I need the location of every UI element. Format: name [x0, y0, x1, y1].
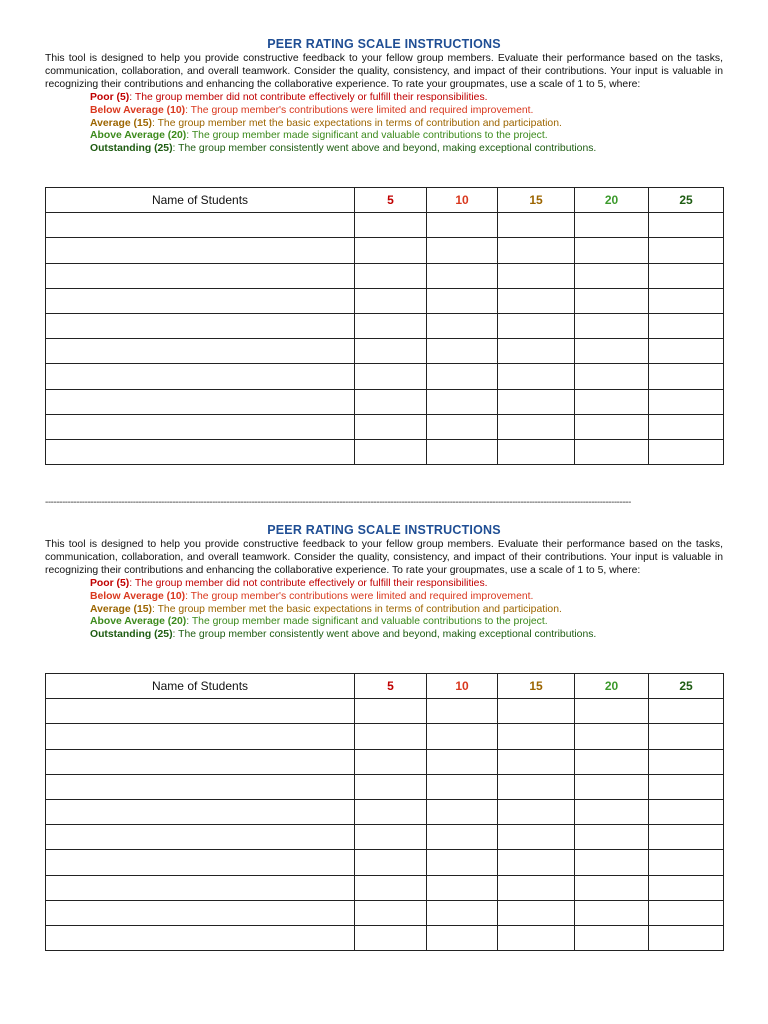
- rating-scale-item: [90, 629, 723, 642]
- table-row: [46, 364, 724, 389]
- table-row: [46, 238, 724, 263]
- score-cell-25[interactable]: [649, 313, 724, 338]
- rating-scale-item: [90, 143, 723, 156]
- table-row: [46, 900, 724, 925]
- student-name-cell[interactable]: [46, 288, 355, 313]
- score-cell-20[interactable]: [575, 799, 649, 824]
- score-cell-10[interactable]: [427, 364, 498, 389]
- score-cell-15[interactable]: [498, 288, 575, 313]
- score-cell-10[interactable]: [427, 339, 498, 364]
- score-cell-10[interactable]: [427, 699, 498, 724]
- score-cell-20[interactable]: [575, 364, 649, 389]
- score-cell-10[interactable]: [427, 313, 498, 338]
- header-name-of-students: Name of Students: [46, 674, 355, 699]
- table-row: [46, 875, 724, 900]
- table-row: [46, 825, 724, 850]
- score-cell-10[interactable]: [427, 439, 498, 464]
- score-cell-5[interactable]: [355, 414, 427, 439]
- student-name-cell[interactable]: [46, 749, 355, 774]
- student-name-cell[interactable]: [46, 238, 355, 263]
- score-cell-15[interactable]: [498, 875, 575, 900]
- score-cell-20[interactable]: [575, 414, 649, 439]
- score-cell-15[interactable]: [498, 900, 575, 925]
- score-cell-20[interactable]: [575, 439, 649, 464]
- header-score-5: 5: [355, 188, 427, 213]
- rating-scale-label: Poor (5): [90, 577, 130, 589]
- score-cell-5[interactable]: [355, 774, 427, 799]
- rating-scale-description: : The group member did not contribute effectively or fulfill their responsibilities.: [129, 91, 488, 103]
- score-cell-5[interactable]: [355, 364, 427, 389]
- score-cell-15[interactable]: [498, 439, 575, 464]
- score-cell-15[interactable]: [498, 389, 575, 414]
- student-name-cell[interactable]: [46, 389, 355, 414]
- rating-scale-label: Outstanding (25): [90, 143, 173, 155]
- score-cell-10[interactable]: [427, 875, 498, 900]
- header-score-10: 10: [427, 188, 498, 213]
- table-row: [46, 339, 724, 364]
- header-score-5: 5: [355, 674, 427, 699]
- rating-scale-item: [90, 604, 723, 617]
- header-score-25: 25: [649, 188, 724, 213]
- score-cell-10[interactable]: [427, 799, 498, 824]
- header-score-10: 10: [427, 674, 498, 699]
- section-title: PEER RATING SCALE INSTRUCTIONS: [267, 37, 501, 51]
- score-cell-20[interactable]: [575, 263, 649, 288]
- score-cell-15[interactable]: [498, 749, 575, 774]
- student-name-cell[interactable]: [46, 774, 355, 799]
- score-cell-15[interactable]: [498, 364, 575, 389]
- score-cell-10[interactable]: [427, 238, 498, 263]
- score-cell-25[interactable]: [649, 749, 724, 774]
- score-cell-20[interactable]: [575, 925, 649, 950]
- rating-scale-label: Outstanding (25): [90, 629, 173, 641]
- table-row: [46, 213, 724, 238]
- score-cell-25[interactable]: [649, 439, 724, 464]
- rating-scale-description: : The group member consistently went above and beyond, making exceptional contributions.: [172, 629, 597, 641]
- student-name-cell[interactable]: [46, 414, 355, 439]
- score-cell-5[interactable]: [355, 389, 427, 414]
- score-cell-10[interactable]: [427, 900, 498, 925]
- score-cell-20[interactable]: [575, 699, 649, 724]
- score-cell-5[interactable]: [355, 875, 427, 900]
- table-header-row: [46, 674, 724, 699]
- student-name-cell[interactable]: [46, 313, 355, 338]
- score-cell-25[interactable]: [649, 364, 724, 389]
- score-cell-20[interactable]: [575, 749, 649, 774]
- score-cell-10[interactable]: [427, 825, 498, 850]
- score-cell-15[interactable]: [498, 825, 575, 850]
- table-row: [46, 699, 724, 724]
- table-header-row: [46, 188, 724, 213]
- score-cell-15[interactable]: [498, 213, 575, 238]
- score-cell-20[interactable]: [575, 850, 649, 875]
- rating-scale-description: : The group member's contributions were limited and required improvement.: [185, 590, 534, 602]
- score-cell-20[interactable]: [575, 313, 649, 338]
- score-cell-25[interactable]: [649, 850, 724, 875]
- score-cell-25[interactable]: [649, 389, 724, 414]
- header-score-15: 15: [498, 188, 575, 213]
- score-cell-15[interactable]: [498, 925, 575, 950]
- score-cell-10[interactable]: [427, 925, 498, 950]
- table-row: [46, 439, 724, 464]
- score-cell-15[interactable]: [498, 263, 575, 288]
- peer-rating-table: [45, 187, 724, 465]
- score-cell-5[interactable]: [355, 238, 427, 263]
- rating-scale-list: [45, 578, 723, 643]
- score-cell-15[interactable]: [498, 238, 575, 263]
- score-cell-20[interactable]: [575, 288, 649, 313]
- score-cell-15[interactable]: [498, 313, 575, 338]
- student-name-cell[interactable]: [46, 364, 355, 389]
- rating-scale-list: [45, 92, 723, 157]
- score-cell-25[interactable]: [649, 263, 724, 288]
- score-cell-15[interactable]: [498, 850, 575, 875]
- student-name-cell[interactable]: [46, 699, 355, 724]
- score-cell-25[interactable]: [649, 213, 724, 238]
- score-cell-5[interactable]: [355, 925, 427, 950]
- score-cell-25[interactable]: [649, 774, 724, 799]
- instructions-paragraph: This tool is designed to help you provide constructive feedback to your fellow group members. Evaluate their performance based on the tasks, communication, collaboration, and overall teamwork. Consider the quality, consistency, and impact of their contributions. Your input is valuable in recognizing their contributions and enhancing the collaborative experience. To rate your groupmates, use a scale of 1 to 5, where:: [45, 539, 723, 576]
- rating-scale-item: [90, 578, 723, 591]
- student-name-cell[interactable]: [46, 263, 355, 288]
- rating-scale-description: : The group member met the basic expectations in terms of contribution and participation.: [152, 603, 562, 615]
- table-row: [46, 925, 724, 950]
- score-cell-5[interactable]: [355, 900, 427, 925]
- score-cell-10[interactable]: [427, 414, 498, 439]
- score-cell-10[interactable]: [427, 850, 498, 875]
- student-name-cell[interactable]: [46, 339, 355, 364]
- score-cell-5[interactable]: [355, 749, 427, 774]
- peer-rating-table: [45, 673, 724, 951]
- score-cell-20[interactable]: [575, 339, 649, 364]
- score-cell-10[interactable]: [427, 389, 498, 414]
- rating-section-2: [45, 523, 723, 694]
- score-cell-20[interactable]: [575, 724, 649, 749]
- header-score-15: 15: [498, 674, 575, 699]
- score-cell-15[interactable]: [498, 799, 575, 824]
- score-cell-15[interactable]: [498, 414, 575, 439]
- rating-scale-label: Average (15): [90, 117, 152, 129]
- score-cell-5[interactable]: [355, 699, 427, 724]
- rating-scale-item: [90, 118, 723, 131]
- score-cell-20[interactable]: [575, 389, 649, 414]
- student-name-cell[interactable]: [46, 724, 355, 749]
- rating-scale-label: Below Average (10): [90, 104, 186, 116]
- rating-scale-description: : The group member met the basic expectations in terms of contribution and participation.: [152, 117, 562, 129]
- student-name-cell[interactable]: [46, 925, 355, 950]
- score-cell-5[interactable]: [355, 288, 427, 313]
- rating-scale-item: [90, 591, 723, 604]
- rating-scale-item: [90, 616, 723, 629]
- student-name-cell[interactable]: [46, 439, 355, 464]
- table-row: [46, 774, 724, 799]
- score-cell-15[interactable]: [498, 699, 575, 724]
- score-cell-25[interactable]: [649, 900, 724, 925]
- instructions-paragraph: This tool is designed to help you provide constructive feedback to your fellow group members. Evaluate their performance based on the tasks, communication, collaboration, and overall teamwork. Consider the quality, consistency, and impact of their contributions. Your input is valuable in recognizing their contributions and enhancing the collaborative experience. To rate your groupmates, use a scale of 1 to 5, where:: [45, 53, 723, 90]
- rating-scale-description: : The group member's contributions were limited and required improvement.: [185, 104, 534, 116]
- score-cell-10[interactable]: [427, 749, 498, 774]
- score-cell-15[interactable]: [498, 724, 575, 749]
- table-row: [46, 724, 724, 749]
- score-cell-15[interactable]: [498, 774, 575, 799]
- score-cell-10[interactable]: [427, 774, 498, 799]
- score-cell-5[interactable]: [355, 313, 427, 338]
- student-name-cell[interactable]: [46, 825, 355, 850]
- score-cell-20[interactable]: [575, 825, 649, 850]
- rating-scale-label: Average (15): [90, 603, 152, 615]
- table-row: [46, 749, 724, 774]
- student-name-cell[interactable]: [46, 799, 355, 824]
- score-cell-5[interactable]: [355, 724, 427, 749]
- table-row: [46, 799, 724, 824]
- score-cell-25[interactable]: [649, 288, 724, 313]
- score-cell-20[interactable]: [575, 875, 649, 900]
- score-cell-20[interactable]: [575, 774, 649, 799]
- rating-scale-description: : The group member did not contribute effectively or fulfill their responsibilities.: [129, 577, 488, 589]
- score-cell-5[interactable]: [355, 850, 427, 875]
- rating-scale-description: : The group member made significant and valuable contributions to the project.: [186, 616, 548, 628]
- score-cell-25[interactable]: [649, 339, 724, 364]
- table-row: [46, 263, 724, 288]
- rating-scale-label: Above Average (20): [90, 130, 187, 142]
- score-cell-25[interactable]: [649, 238, 724, 263]
- score-cell-10[interactable]: [427, 724, 498, 749]
- rating-scale-item: [90, 130, 723, 143]
- score-cell-25[interactable]: [649, 414, 724, 439]
- score-cell-5[interactable]: [355, 339, 427, 364]
- cut-line-divider: ---------------------------------------------------------------------------------------------------------------------------------------------------------------------------------------------------------------: [45, 497, 631, 508]
- rating-section-1: [45, 37, 723, 208]
- score-cell-5[interactable]: [355, 439, 427, 464]
- section-title: PEER RATING SCALE INSTRUCTIONS: [267, 523, 501, 537]
- rating-scale-item: [90, 105, 723, 118]
- rating-scale-label: Above Average (20): [90, 616, 187, 628]
- header-score-25: 25: [649, 674, 724, 699]
- score-cell-5[interactable]: [355, 213, 427, 238]
- rating-scale-item: [90, 92, 723, 105]
- score-cell-20[interactable]: [575, 238, 649, 263]
- student-name-cell[interactable]: [46, 900, 355, 925]
- table-row: [46, 850, 724, 875]
- score-cell-20[interactable]: [575, 900, 649, 925]
- score-cell-25[interactable]: [649, 799, 724, 824]
- table-row: [46, 414, 724, 439]
- student-name-cell[interactable]: [46, 875, 355, 900]
- score-cell-10[interactable]: [427, 288, 498, 313]
- score-cell-10[interactable]: [427, 213, 498, 238]
- score-cell-25[interactable]: [649, 825, 724, 850]
- student-name-cell[interactable]: [46, 850, 355, 875]
- score-cell-5[interactable]: [355, 799, 427, 824]
- header-score-20: 20: [575, 188, 649, 213]
- score-cell-25[interactable]: [649, 724, 724, 749]
- rating-scale-label: Poor (5): [90, 91, 130, 103]
- score-cell-5[interactable]: [355, 263, 427, 288]
- score-cell-25[interactable]: [649, 699, 724, 724]
- header-name-of-students: Name of Students: [46, 188, 355, 213]
- rating-scale-description: : The group member consistently went above and beyond, making exceptional contributions.: [172, 143, 597, 155]
- score-cell-25[interactable]: [649, 925, 724, 950]
- score-cell-5[interactable]: [355, 825, 427, 850]
- score-cell-25[interactable]: [649, 875, 724, 900]
- score-cell-15[interactable]: [498, 339, 575, 364]
- table-row: [46, 313, 724, 338]
- header-score-20: 20: [575, 674, 649, 699]
- rating-scale-description: : The group member made significant and valuable contributions to the project.: [186, 130, 548, 142]
- table-row: [46, 288, 724, 313]
- rating-scale-label: Below Average (10): [90, 590, 186, 602]
- table-row: [46, 389, 724, 414]
- score-cell-20[interactable]: [575, 213, 649, 238]
- student-name-cell[interactable]: [46, 213, 355, 238]
- score-cell-10[interactable]: [427, 263, 498, 288]
